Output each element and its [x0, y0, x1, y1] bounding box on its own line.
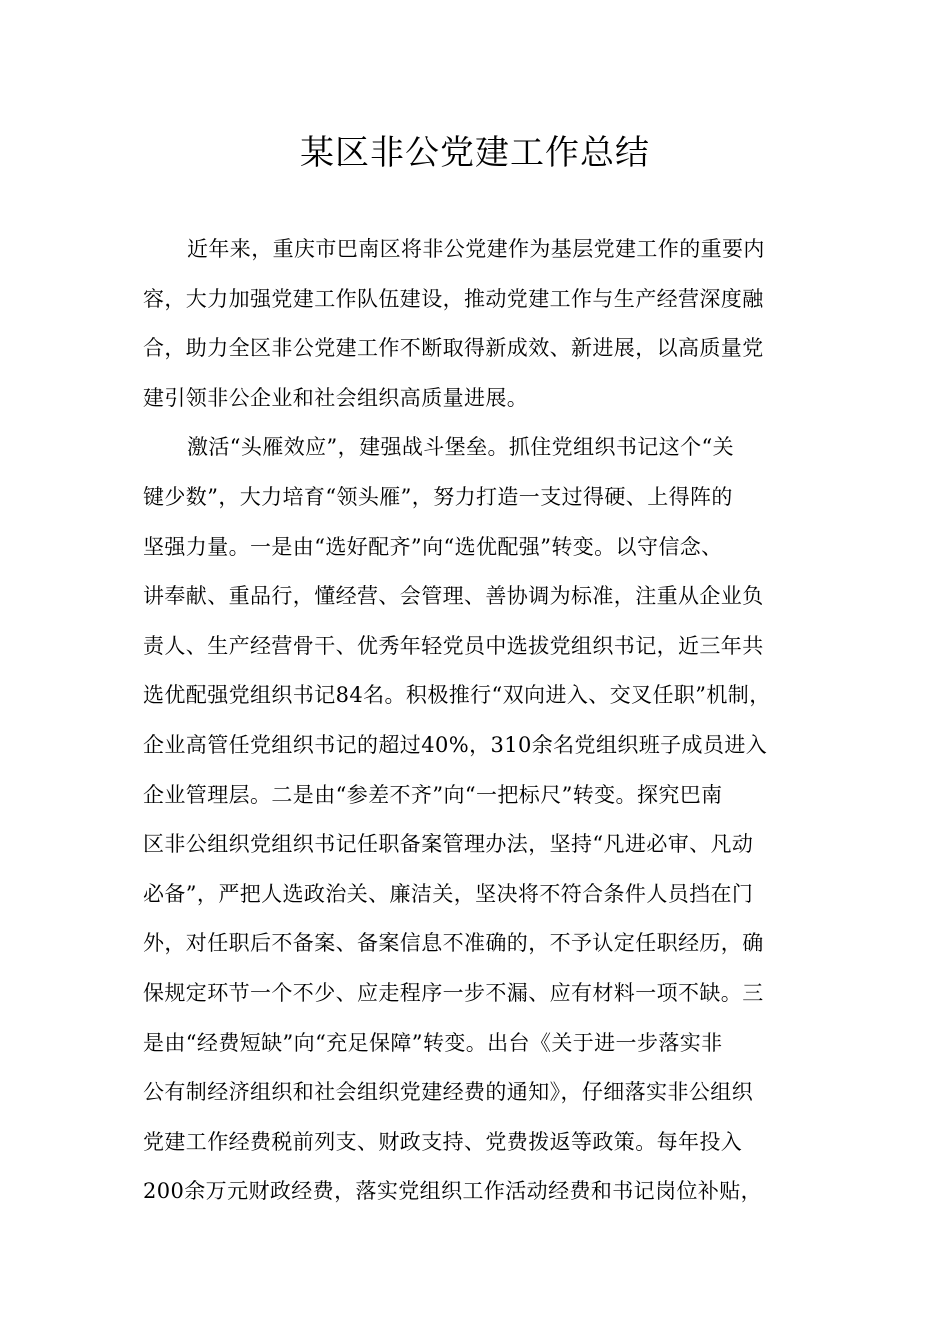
paragraph-2-line-9: 区非公组织党组织书记任职备案管理办法，坚持“凡进必审、凡动 — [143, 832, 754, 857]
paragraph-2-line-8: 企业管理层。二是由“参差不齐”向“一把标尺”转变。探究巴南 — [143, 782, 723, 807]
paragraph-1-line-1: 近年来，重庆市巴南区将非公党建作为基层党建工作的重要内 — [187, 237, 765, 261]
paragraph-2-line-10: 必备”，严把人选政治关、廉洁关，坚决将不符合条件人员挡在门 — [143, 881, 754, 906]
paragraph-2-line-15: 党建工作经费税前列支、财政支持、党费拨返等政策。每年投入 — [143, 1129, 743, 1154]
paragraph-2-line-3: 坚强力量。一是由“选好配齐”向“选优配强”转变。以守信念、 — [143, 534, 723, 559]
paragraph-2-line-11: 外，对任职后不备案、备案信息不准确的，不予认定任职经历，确 — [143, 931, 764, 956]
document-title: 某区非公党建工作总结 — [300, 133, 650, 173]
paragraph-2-line-16: 200余万元财政经费，落实党组织工作活动经费和书记岗位补贴， — [143, 1179, 763, 1204]
paragraph-2-line-1: 激活“头雁效应”，建强战斗堡垒。抓住党组织书记这个“关 — [187, 435, 735, 460]
paragraph-2-line-7: 企业高管任党组织书记的超过40%，310余名党组织班子成员进入 — [143, 732, 768, 757]
document-body — [143, 225, 823, 1217]
paragraph-2-line-12: 保规定环节一个不少、应走程序一步不漏、应有材料一项不缺。三 — [143, 980, 764, 1005]
paragraph-2-line-14: 公有制经济组织和社会组织党建经费的通知》，仔细落实非公组织 — [143, 1080, 754, 1105]
paragraph-1-line-2: 容，大力加强党建工作队伍建设，推动党建工作与生产经营深度融 — [143, 286, 764, 311]
paragraph-2-line-6: 选优配强党组织书记84名。积极推行“双向进入、交叉任职”机制， — [143, 683, 771, 708]
paragraph-2-line-5: 责人、生产经营骨干、优秀年轻党员中选拔党组织书记，近三年共 — [143, 633, 764, 658]
paragraph-1-line-4: 建引领非公企业和社会组织高质量进展。 — [143, 385, 529, 410]
paragraph-1-line-3: 合，助力全区非公党建工作不断取得新成效、新进展，以高质量党 — [143, 336, 764, 361]
paragraph-2-line-2: 键少数”，大力培育“领头雁”，努力打造一支过得硬、上得阵的 — [143, 484, 733, 509]
paragraph-2-line-13: 是由“经费短缺”向“充足保障”转变。出台《关于进一步落实非 — [143, 1030, 723, 1055]
paragraph-2-line-4: 讲奉献、重品行，懂经营、会管理、善协调为标准，注重从企业负 — [143, 584, 764, 609]
